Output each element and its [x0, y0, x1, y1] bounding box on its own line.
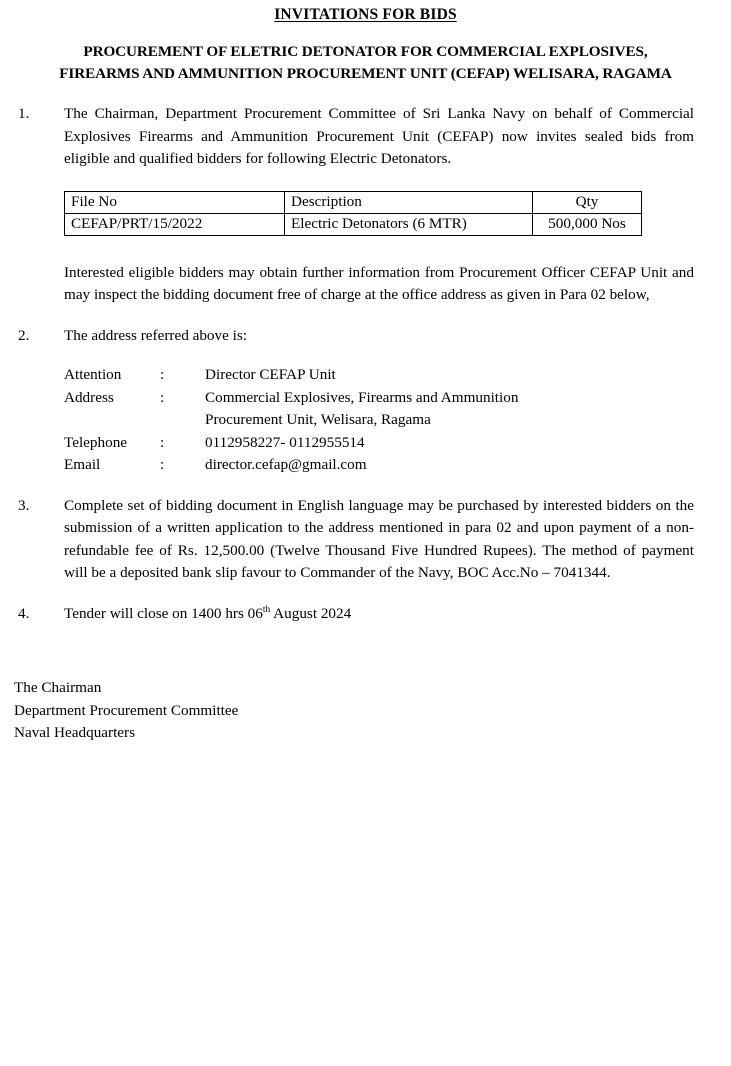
- table-row: [65, 213, 642, 235]
- clause-2: [18, 325, 694, 348]
- table-header-qty: Qty: [533, 191, 642, 213]
- address-label-email: Email: [64, 456, 101, 473]
- table-cell-description: Electric Detonators (6 MTR): [285, 213, 533, 235]
- clause-4: [18, 603, 694, 626]
- address-row-address: [64, 387, 731, 410]
- address-value-address-line-2: Procurement Unit, Welisara, Ragama: [205, 411, 431, 428]
- address-block: [64, 364, 731, 477]
- address-label-attention: Attention: [64, 366, 122, 383]
- clause-1-number: 1.: [18, 105, 30, 122]
- address-colon: :: [160, 388, 165, 406]
- spacer: [0, 585, 731, 603]
- spacer: [0, 85, 731, 103]
- clause-2-number: 2.: [18, 326, 30, 344]
- clause-3-text: Complete set of bidding document in English language may be purchased by interested bidders on the submission of a written application to the address mentioned in para 02 and upon payment of a non-refundable fee of Rs. 12,500.00 (Twelve Thousand Five Hundred Rupees). The method of payment will be a deposited bank slip favour to Commander of the Navy, BOC Acc.No – 7041344.: [64, 496, 694, 581]
- address-value-email: director.cefap@gmail.com: [205, 456, 367, 473]
- page-title: [0, 6, 731, 24]
- clause-1-text: The Chairman, Department Procurement Committee of Sri Lanka Navy on behalf of Commercial Explosives Firearms and Ammunition Procurement Unit (CEFAP) now invites sealed bids from eligible and qualified bidders for following Electric Detonators.: [64, 105, 694, 167]
- clause-4-number: 4.: [18, 604, 30, 622]
- clause-1-continued-text: Interested eligible bidders may obtain further information from Procurement Officer CEFAP Unit and may inspect the bidding document free of charge at the office address as given in Para 02 below,: [64, 263, 694, 303]
- clause-3: [18, 495, 694, 585]
- address-row-address-continued: [64, 409, 731, 432]
- address-colon: :: [160, 456, 165, 473]
- table-cell-file-no: CEFAP/PRT/15/2022: [65, 213, 285, 235]
- address-label-address: Address: [64, 388, 114, 406]
- signature-line-3: Naval Headquarters: [14, 724, 136, 741]
- clause-1-continued: [18, 262, 694, 307]
- clause-3-number: 3.: [18, 496, 30, 514]
- page-title-text: INVITATIONS FOR BIDS: [274, 6, 457, 23]
- signature-block: [14, 677, 731, 745]
- clause-1: [18, 103, 694, 171]
- table-cell-qty: 500,000 Nos: [533, 213, 642, 235]
- address-value-address-line-1: Commercial Explosives, Firearms and Ammunition: [205, 388, 519, 406]
- table-header-description: Description: [285, 191, 533, 213]
- bid-table-wrapper: [64, 191, 731, 236]
- address-row-attention: [64, 364, 731, 387]
- document-subtitle-line-2: FIREARMS AND AMMUNITION PROCUREMENT UNIT (CEFAP) WELISARA, RAGAMA: [59, 65, 672, 82]
- document-page: [0, 6, 731, 1066]
- document-subtitle: [34, 41, 697, 85]
- signature-line-1: The Chairman: [14, 679, 102, 696]
- clause-4-text-after: August 2024: [270, 604, 352, 622]
- clause-4-ordinal-suffix: th: [262, 604, 271, 615]
- clause-4-text-before: Tender will close on 1400 hrs 06: [64, 604, 263, 622]
- address-value-attention: Director CEFAP Unit: [205, 366, 336, 383]
- spacer: [0, 477, 731, 495]
- document-subtitle-line-1: PROCUREMENT OF ELETRIC DETONATOR FOR COMMERCIAL EXPLOSIVES,: [83, 43, 648, 60]
- address-label-telephone: Telephone: [64, 433, 128, 451]
- signature-line-2: Department Procurement Committee: [14, 701, 239, 719]
- address-row-email: [64, 454, 731, 477]
- address-colon: :: [160, 433, 165, 451]
- bid-table: [64, 191, 642, 236]
- address-row-telephone: [64, 432, 731, 455]
- spacer: [0, 307, 731, 325]
- spacer: [0, 236, 731, 262]
- table-header-file-no: File No: [65, 191, 285, 213]
- table-header-row: [65, 191, 642, 213]
- address-value-telephone: 0112958227- 0112955514: [205, 433, 365, 451]
- clause-2-text: The address referred above is:: [64, 326, 248, 344]
- address-colon: :: [160, 366, 165, 383]
- clause-4-text: [64, 603, 694, 626]
